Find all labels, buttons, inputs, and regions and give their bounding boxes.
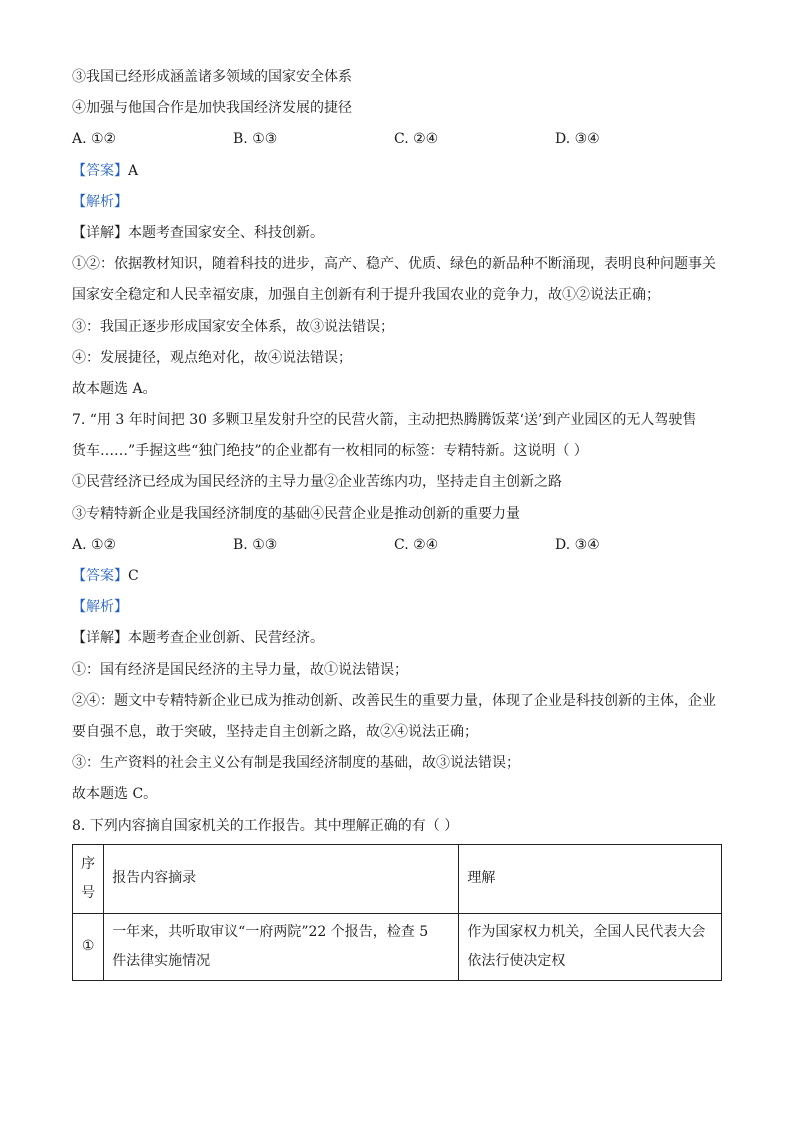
row-content-line2: 件法律实施情况 — [112, 952, 211, 969]
document-page — [72, 62, 724, 981]
q6-detail — [72, 218, 724, 249]
q7-analysis — [72, 592, 724, 623]
q7-detail-text: 本题考查企业创新、民营经济。 — [128, 630, 324, 647]
row-content-line1: 一年来，共听取审议“一府两院”22 个报告，检查 5 — [112, 923, 429, 940]
table-header-row — [73, 844, 722, 913]
q6-choice-d: D. ③④ — [555, 131, 600, 148]
q6-choice-c: C. ②④ — [394, 131, 439, 148]
header-content: 报告内容摘录 — [104, 844, 459, 913]
q6-analysis-tag: 【解析】 — [72, 193, 128, 210]
q6-para1-line1: ①②：依据教材知识，随着科技的进步，高产、稳产、优质、绿色的新品种不断涌现，表明良种问题事关 — [72, 256, 716, 273]
q6-detail-tag: 【详解】 — [72, 224, 128, 241]
header-seq-line2: 号 — [81, 884, 96, 901]
row-understand — [459, 913, 722, 980]
q7-choice-b: B. ①③ — [233, 536, 278, 553]
q7-para3: ③：生产资料的社会主义公有制是我国经济制度的基础，故③说法错误； — [72, 755, 520, 772]
row-seq: ① — [73, 913, 104, 980]
q6-answer-value: A — [128, 162, 139, 179]
q7-analysis-tag: 【解析】 — [72, 599, 128, 616]
q7-detail — [72, 623, 724, 654]
table-row — [73, 913, 722, 980]
q7-choice-c: C. ②④ — [394, 536, 439, 553]
q6-para1-line2: 国家安全稳定和人民幸福安康，加强自主创新有利于提升我国农业的竞争力，故①②说法正确； — [72, 287, 660, 304]
q6-choice-b: B. ①③ — [233, 131, 278, 148]
q6-option-3: ③我国已经形成涵盖诸多领域的国家安全体系 — [72, 69, 352, 85]
q7-options-line2: ③专精特新企业是我国经济制度的基础④民营企业是推动创新的重要力量 — [72, 505, 520, 522]
q6-option-4: ④加强与他国合作是加快我国经济发展的捷径 — [72, 100, 352, 117]
q7-options-line1: ①民营经济已经成为国民经济的主导力量②企业苦练内功，坚持走自主创新之路 — [72, 474, 562, 491]
q7-choice-a: A. ①② — [72, 536, 117, 553]
header-seq — [73, 844, 104, 913]
q7-para1: ①：国有经济是国民经济的主导力量，故①说法错误； — [72, 661, 408, 678]
q6-analysis — [72, 187, 724, 218]
header-understand: 理解 — [459, 844, 722, 913]
q6-choice-a: A. ①② — [72, 131, 117, 148]
q7-para2-line1: ②④：题文中专精特新企业已成为推动创新、改善民生的重要力量，体现了企业是科技创新的主体，企业 — [72, 692, 716, 709]
q6-para3: ④：发展捷径，观点绝对化，故④说法错误； — [72, 349, 352, 366]
row-understand-line2: 依法行使决定权 — [467, 952, 566, 969]
q8-report-table — [72, 844, 722, 981]
q7-detail-tag: 【详解】 — [72, 630, 128, 647]
q6-choices — [72, 124, 724, 155]
q7-stem-line1: 7. “用 3 年时间把 30 多颗卫星发射升空的民营火箭，主动把热腾腾饭菜‘送’到产业园区的无人驾驶售 — [72, 412, 697, 429]
q7-answer-tag: 【答案】 — [72, 568, 128, 584]
q6-answer — [72, 156, 724, 187]
header-seq-line1: 序 — [81, 855, 96, 872]
q7-para2-line2: 要自强不息，敢于突破，坚持走自主创新之路，故②④说法正确； — [72, 723, 478, 740]
q7-choice-d: D. ③④ — [555, 536, 600, 553]
q7-answer — [72, 561, 724, 592]
q7-choices — [72, 530, 724, 561]
q7-conclusion: 故本题选 C。 — [72, 786, 158, 803]
row-understand-line1: 作为国家权力机关，全国人民代表大会 — [467, 923, 706, 940]
row-content — [104, 913, 459, 980]
q6-conclusion: 故本题选 A。 — [72, 380, 157, 397]
q6-detail-text: 本题考查国家安全、科技创新。 — [128, 224, 324, 241]
q7-answer-value: C — [128, 568, 139, 584]
q7-stem-line2: 货车……”手握这些“独门绝技”的企业都有一枚相同的标签：专精特新。这说明（ ） — [72, 443, 588, 460]
q6-answer-tag: 【答案】 — [72, 162, 128, 179]
q6-para2: ③：我国正逐步形成国家安全体系，故③说法错误； — [72, 318, 394, 335]
q8-stem: 8. 下列内容摘自国家机关的工作报告。其中理解正确的有（ ） — [72, 817, 459, 834]
